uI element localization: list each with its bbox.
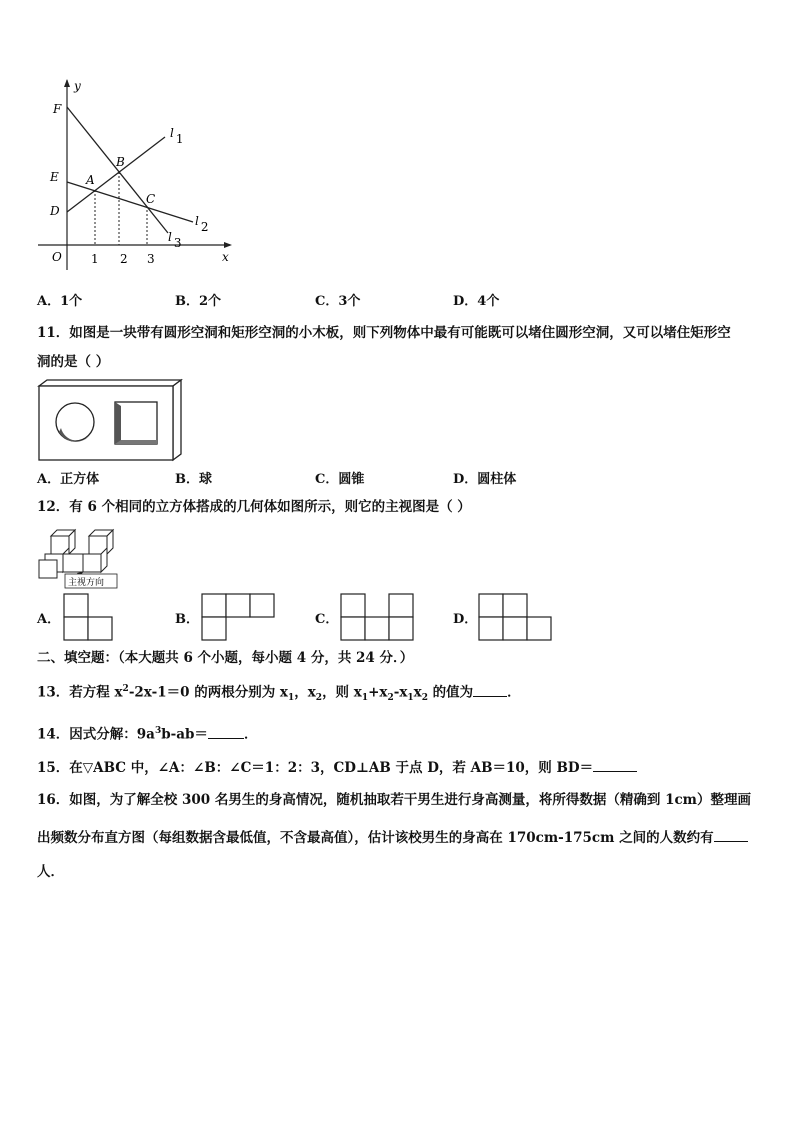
line-l3 — [67, 107, 168, 233]
q12-view-b — [201, 593, 277, 643]
q16-text-line3: 人． — [37, 864, 64, 880]
label-x: x — [222, 250, 229, 264]
line-l2 — [67, 182, 193, 222]
q12-text: 12．有 6 个相同的立方体搭成的几何体如图所示，则它的主视图是（ ） — [37, 499, 471, 515]
label-c: C — [146, 192, 156, 206]
q12-option-c[interactable]: C． — [315, 612, 339, 627]
label-l3: l 3 — [168, 230, 182, 250]
q11-option-c[interactable]: C．圆锥 — [315, 472, 365, 487]
label-e: E — [50, 170, 59, 184]
q11-text-line2: 洞的是（ ） — [37, 354, 110, 370]
q11-option-b[interactable]: B．球 — [175, 472, 212, 487]
q12-view-a — [63, 593, 115, 643]
tick-3: 3 — [147, 252, 155, 266]
label-d: D — [50, 204, 60, 218]
q15-answer-blank[interactable] — [593, 759, 637, 772]
cube-stack-figure — [37, 522, 127, 590]
section-2-heading: 二、填空题：（本大题共 6 个小题，每小题 4 分，共 24 分．） — [37, 650, 414, 666]
q16-text-line1: 16．如图，为了解全校 300 名男生的身高情况，随机抽取若干男生进行身高测量，将所得数据（精确到 1cm）整理画 — [37, 792, 751, 808]
label-l2: l 2 — [195, 214, 209, 234]
label-f: F — [53, 102, 62, 116]
label-l1: l 1 — [170, 126, 184, 146]
tick-1: 1 — [91, 252, 99, 266]
q16-answer-blank[interactable] — [714, 829, 748, 842]
q10-option-d[interactable]: D．4个 — [453, 294, 500, 309]
label-y: y — [74, 79, 81, 93]
x-axis-arrow — [224, 242, 232, 248]
q12-view-d — [478, 593, 554, 643]
q15-text: 15．在▽ABC 中，∠A：∠B：∠C＝1：2：3，CD⊥AB 于点 D，若 AB＝10，则 BD＝ — [37, 758, 637, 778]
q12-option-d[interactable]: D． — [453, 612, 478, 627]
q11-option-a[interactable]: A．正方体 — [37, 472, 100, 487]
q12-view-c — [340, 593, 416, 643]
q13-answer-blank[interactable] — [473, 684, 507, 697]
q16-text-line2: 出频数分布直方图（每组数据含最低值，不含最高值），估计该校男生的身高在 170cm-175cm 之间的人数约有 — [37, 828, 748, 848]
label-b: B — [116, 155, 125, 169]
wooden-board-figure — [37, 378, 187, 463]
q10-option-a[interactable]: A．1个 — [37, 294, 83, 309]
square-hole — [115, 402, 157, 444]
y-axis-arrow — [64, 79, 70, 87]
q12-option-a[interactable]: A． — [37, 612, 61, 627]
q10-option-c[interactable]: C．3个 — [315, 294, 361, 309]
direction-label: 主视方向 — [68, 578, 105, 588]
label-a: A — [86, 173, 95, 187]
q10-option-b[interactable]: B．2个 — [175, 294, 222, 309]
coordinate-graph — [30, 75, 240, 275]
q12-option-b[interactable]: B． — [175, 612, 199, 627]
q11-option-d[interactable]: D．圆柱体 — [453, 472, 517, 487]
q14-answer-blank[interactable] — [208, 726, 244, 739]
tick-2: 2 — [120, 252, 128, 266]
label-o: O — [52, 250, 62, 264]
q11-text-line1: 11．如图是一块带有圆形空洞和矩形空洞的小木板，则下列物体中最有可能既可以堵住圆形空洞，又可以堵住矩形空 — [37, 325, 731, 341]
q14-text: 14．因式分解：$9a^3b-ab=$ ． — [37, 726, 258, 743]
q13-text: 13．若方程 $x^2-2x-1=0$ 的两根分别为 $x_1$，$x_2$，则 $x_1+x_2-x_1x_2$ 的值为 ． — [37, 684, 521, 704]
